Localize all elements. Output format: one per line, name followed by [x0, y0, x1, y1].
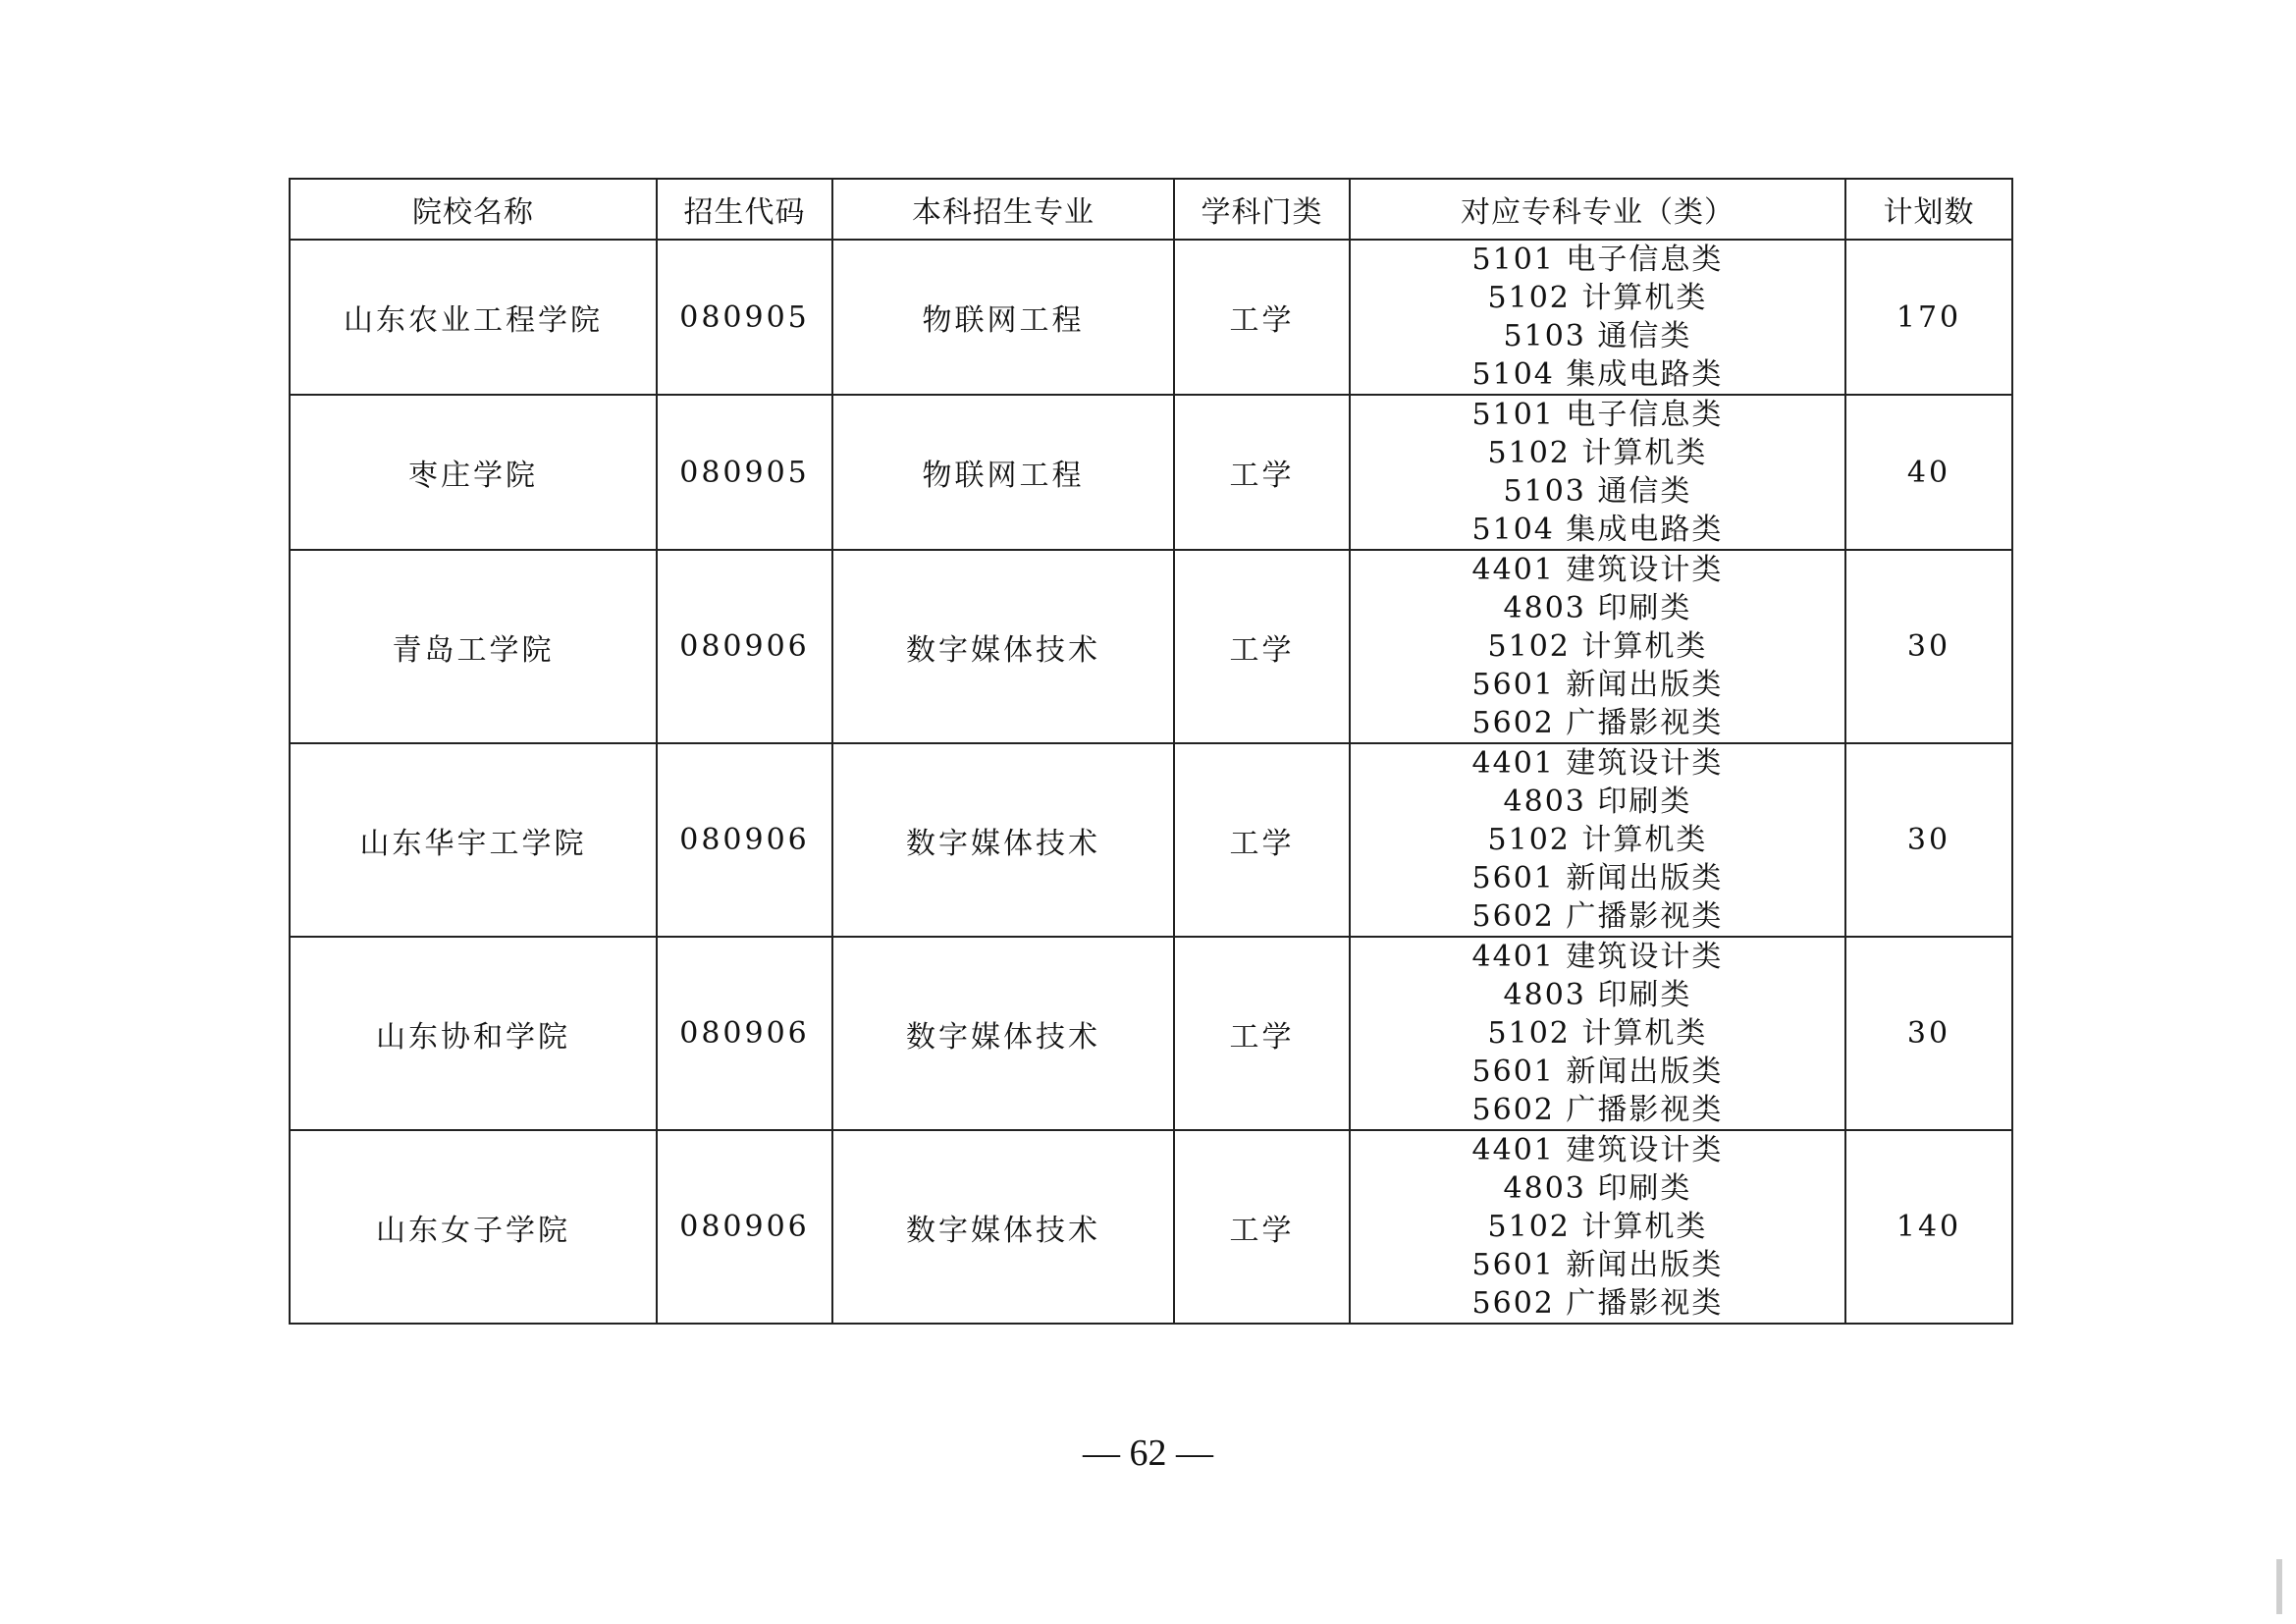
specialty-item: 5104 集成电路类	[1471, 357, 1724, 392]
specialty-item: 5103 通信类	[1503, 474, 1692, 509]
specialty-item: 5102 计算机类	[1487, 629, 1708, 664]
specialty-item: 5103 通信类	[1503, 319, 1692, 353]
specialty-item: 5601 新闻出版类	[1471, 1248, 1724, 1282]
cell-discipline-category: 工学	[1174, 240, 1350, 395]
cell-discipline-category: 工学	[1174, 395, 1350, 550]
cell-school-name: 山东华宇工学院	[290, 743, 657, 937]
specialty-item: 5102 计算机类	[1487, 823, 1708, 857]
cell-undergraduate-major: 数字媒体技术	[832, 1130, 1174, 1324]
specialty-item: 5102 计算机类	[1487, 436, 1708, 470]
cell-undergraduate-major: 数字媒体技术	[832, 743, 1174, 937]
page-number: — 62 —	[1083, 1433, 1213, 1474]
cell-undergraduate-major: 数字媒体技术	[832, 937, 1174, 1130]
specialty-item: 5101 电子信息类	[1471, 398, 1724, 432]
specialty-item: 5602 广播影视类	[1471, 706, 1724, 740]
table-row	[290, 743, 2012, 937]
cell-plan-count: 140	[1845, 1130, 2012, 1324]
cell-school-name: 山东女子学院	[290, 1130, 657, 1324]
cell-enrollment-code: 080906	[657, 937, 832, 1130]
specialty-item: 5104 集成电路类	[1471, 513, 1724, 547]
specialty-item: 5602 广播影视类	[1471, 899, 1724, 934]
cell-enrollment-code: 080905	[657, 240, 832, 395]
cell-corresponding-specialties	[1350, 240, 1845, 395]
specialty-item: 4803 印刷类	[1503, 591, 1692, 625]
cell-corresponding-specialties	[1350, 1130, 1845, 1324]
cell-enrollment-code: 080906	[657, 550, 832, 743]
table-row	[290, 550, 2012, 743]
specialty-item: 4401 建筑设计类	[1471, 940, 1724, 974]
cell-corresponding-specialties	[1350, 743, 1845, 937]
cell-corresponding-specialties	[1350, 395, 1845, 550]
cell-enrollment-code: 080905	[657, 395, 832, 550]
cell-corresponding-specialties	[1350, 937, 1845, 1130]
cell-school-name: 枣庄学院	[290, 395, 657, 550]
cell-school-name: 山东协和学院	[290, 937, 657, 1130]
table-row	[290, 240, 2012, 395]
cell-enrollment-code: 080906	[657, 743, 832, 937]
table-row	[290, 937, 2012, 1130]
cell-enrollment-code: 080906	[657, 1130, 832, 1324]
specialty-item: 5601 新闻出版类	[1471, 861, 1724, 895]
cell-discipline-category: 工学	[1174, 1130, 1350, 1324]
cell-corresponding-specialties	[1350, 550, 1845, 743]
specialty-item: 4401 建筑设计类	[1471, 553, 1724, 587]
specialty-item: 4803 印刷类	[1503, 1171, 1692, 1206]
cell-school-name: 青岛工学院	[290, 550, 657, 743]
specialty-item: 5102 计算机类	[1487, 1210, 1708, 1244]
cell-plan-count: 40	[1845, 395, 2012, 550]
header-school-name: 院校名称	[290, 179, 657, 240]
specialty-item: 5601 新闻出版类	[1471, 1055, 1724, 1089]
enrollment-plan-table	[289, 178, 2013, 1325]
cell-plan-count: 30	[1845, 743, 2012, 937]
cell-plan-count: 170	[1845, 240, 2012, 395]
cell-discipline-category: 工学	[1174, 550, 1350, 743]
specialty-item: 5601 新闻出版类	[1471, 668, 1724, 702]
specialty-item: 4803 印刷类	[1503, 785, 1692, 819]
specialty-item: 4401 建筑设计类	[1471, 746, 1724, 781]
cell-discipline-category: 工学	[1174, 743, 1350, 937]
cell-plan-count: 30	[1845, 937, 2012, 1130]
corner-watermark-mark	[2272, 1557, 2286, 1616]
header-corresponding-specialty: 对应专科专业（类）	[1350, 179, 1845, 240]
table-row	[290, 1130, 2012, 1324]
cell-undergraduate-major: 数字媒体技术	[832, 550, 1174, 743]
specialty-item: 5102 计算机类	[1487, 281, 1708, 315]
header-plan-count: 计划数	[1845, 179, 2012, 240]
header-enrollment-code: 招生代码	[657, 179, 832, 240]
specialty-item: 4401 建筑设计类	[1471, 1133, 1724, 1167]
specialty-item: 4803 印刷类	[1503, 978, 1692, 1012]
specialty-item: 5602 广播影视类	[1471, 1093, 1724, 1127]
specialty-item: 5102 计算机类	[1487, 1016, 1708, 1051]
table-header-row	[290, 179, 2012, 240]
cell-school-name: 山东农业工程学院	[290, 240, 657, 395]
cell-discipline-category: 工学	[1174, 937, 1350, 1130]
table-row	[290, 395, 2012, 550]
specialty-item: 5602 广播影视类	[1471, 1286, 1724, 1321]
cell-undergraduate-major: 物联网工程	[832, 395, 1174, 550]
header-undergraduate-major: 本科招生专业	[832, 179, 1174, 240]
specialty-item: 5101 电子信息类	[1471, 243, 1724, 277]
header-discipline-category: 学科门类	[1174, 179, 1350, 240]
cell-plan-count: 30	[1845, 550, 2012, 743]
cell-undergraduate-major: 物联网工程	[832, 240, 1174, 395]
